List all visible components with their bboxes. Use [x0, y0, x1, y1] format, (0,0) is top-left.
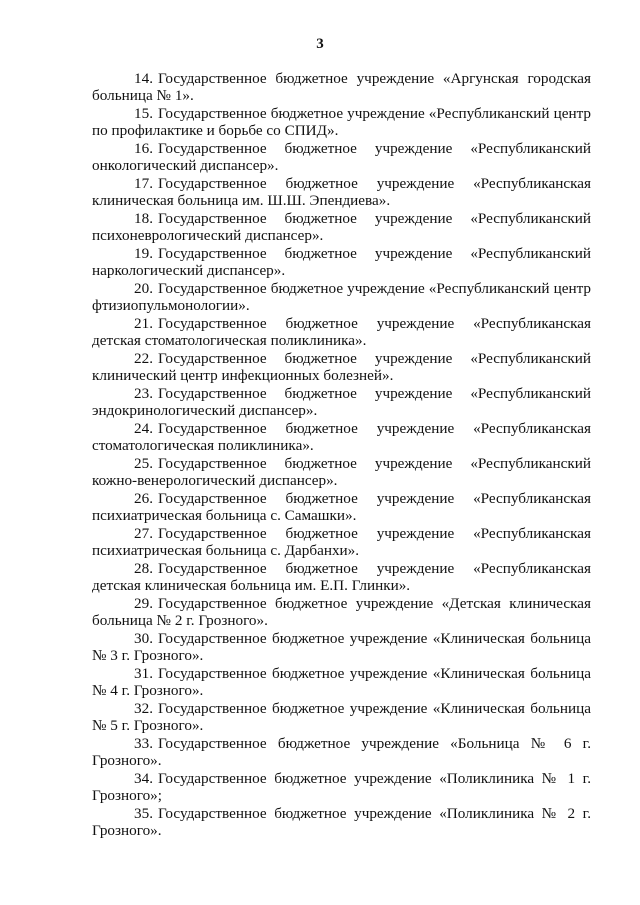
item-number: 23.: [134, 385, 153, 402]
list-item: [92, 315, 591, 350]
item-text: Государственное бюджетное учреждение «Республиканская стоматологическая поликлиника».: [92, 420, 591, 455]
list-item: [92, 490, 591, 525]
item-text: Государственное бюджетное учреждение «Республиканская детская клиническая больница им. Е.П. Глинки».: [92, 560, 591, 595]
item-text: Государственное бюджетное учреждение «Республиканская психиатрическая больница с. Самашки».: [92, 490, 591, 525]
item-text: Государственное бюджетное учреждение «Республиканский эндокринологический диспансер».: [92, 385, 591, 420]
list-item: [92, 805, 591, 840]
item-number: 17.: [134, 175, 153, 192]
item-number: 28.: [134, 560, 153, 577]
list-item: [92, 105, 591, 140]
list-item: [92, 140, 591, 175]
item-text: Государственное бюджетное учреждение «Клиническая больница № 5 г. Грозного».: [92, 700, 591, 735]
institution-list: [92, 70, 591, 840]
item-text: Государственное бюджетное учреждение «Аргунская городская больница № 1».: [92, 70, 591, 105]
item-number: 33.: [134, 735, 153, 752]
item-text: Государственное бюджетное учреждение «Поликлиника № 1 г. Грозного»;: [92, 770, 591, 805]
item-text: Государственное бюджетное учреждение «Республиканский центр фтизиопульмонологии».: [92, 280, 591, 315]
item-number: 24.: [134, 420, 153, 437]
item-text: Государственное бюджетное учреждение «Республиканский центр по профилактике и борьбе со СПИД».: [92, 105, 591, 140]
item-text: Государственное бюджетное учреждение «Республиканский психоневрологический диспансер».: [92, 210, 591, 245]
list-item: [92, 175, 591, 210]
item-number: 18.: [134, 210, 153, 227]
list-item: [92, 770, 591, 805]
item-number: 20.: [134, 280, 153, 297]
list-item: [92, 420, 591, 455]
item-number: 16.: [134, 140, 153, 157]
list-item: [92, 630, 591, 665]
item-number: 14.: [134, 70, 153, 87]
list-item: [92, 455, 591, 490]
item-number: 19.: [134, 245, 153, 262]
list-item: [92, 665, 591, 700]
item-text: Государственное бюджетное учреждение «Детская клиническая больница № 2 г. Грозного».: [92, 595, 591, 630]
list-item: [92, 700, 591, 735]
item-text: Государственное бюджетное учреждение «Больница № 6 г. Грозного».: [92, 735, 591, 770]
item-number: 29.: [134, 595, 153, 612]
item-number: 32.: [134, 700, 153, 717]
list-item: [92, 245, 591, 280]
list-item: [92, 70, 591, 105]
item-number: 27.: [134, 525, 153, 542]
item-text: Государственное бюджетное учреждение «Республиканский клинический центр инфекционных болезней».: [92, 350, 591, 385]
item-number: 34.: [134, 770, 153, 787]
item-text: Государственное бюджетное учреждение «Республиканский кожно-венерологический диспансер».: [92, 455, 591, 490]
item-number: 30.: [134, 630, 153, 647]
list-item: [92, 595, 591, 630]
item-number: 21.: [134, 315, 153, 332]
list-item: [92, 280, 591, 315]
list-item: [92, 525, 591, 560]
item-number: 35.: [134, 805, 153, 822]
item-text: Государственное бюджетное учреждение «Республиканская клиническая больница им. Ш.Ш. Эпендиева».: [92, 175, 591, 210]
item-number: 15.: [134, 105, 153, 122]
item-text: Государственное бюджетное учреждение «Клиническая больница № 4 г. Грозного».: [92, 665, 591, 700]
item-number: 26.: [134, 490, 153, 507]
list-item: [92, 210, 591, 245]
item-text: Государственное бюджетное учреждение «Республиканская психиатрическая больница с. Дарбанхи».: [92, 525, 591, 560]
item-text: Государственное бюджетное учреждение «Республиканский онкологический диспансер».: [92, 140, 591, 175]
item-number: 25.: [134, 455, 153, 472]
list-item: [92, 560, 591, 595]
item-number: 22.: [134, 350, 153, 367]
list-item: [92, 735, 591, 770]
item-text: Государственное бюджетное учреждение «Клиническая больница № 3 г. Грозного».: [92, 630, 591, 665]
list-item: [92, 385, 591, 420]
page-number: 3: [316, 36, 324, 52]
item-text: Государственное бюджетное учреждение «Поликлиника № 2 г. Грозного».: [92, 805, 591, 840]
item-number: 31.: [134, 665, 153, 682]
item-text: Государственное бюджетное учреждение «Республиканский наркологический диспансер».: [92, 245, 591, 280]
item-text: Государственное бюджетное учреждение «Республиканская детская стоматологическая поликлиника».: [92, 315, 591, 350]
list-item: [92, 350, 591, 385]
